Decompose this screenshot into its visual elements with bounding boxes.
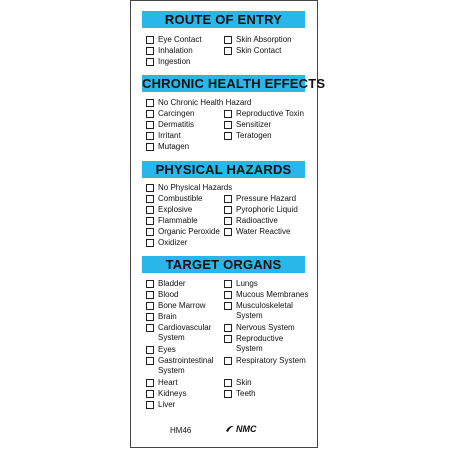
checkbox-item[interactable]: Kidneys: [146, 389, 186, 399]
checkbox-item[interactable]: Pyrophoric Liquid: [224, 205, 298, 215]
checkbox[interactable]: [224, 47, 232, 55]
checkbox[interactable]: [224, 121, 232, 129]
checkbox-item[interactable]: Skin: [224, 378, 252, 388]
checkbox[interactable]: [146, 58, 154, 66]
checkbox-item[interactable]: Carcingen: [146, 109, 194, 119]
checkbox[interactable]: [146, 280, 154, 288]
section-header-target-organs: TARGET ORGANS: [142, 256, 305, 273]
checkbox-item[interactable]: Skin Contact: [224, 46, 281, 56]
section-header-route-of-entry: ROUTE OF ENTRY: [142, 11, 305, 28]
brand-name: NMC: [236, 424, 257, 434]
checkbox-item[interactable]: Brain: [146, 312, 177, 322]
checkbox-item[interactable]: Skin Absorption: [224, 35, 292, 45]
checkbox[interactable]: [146, 357, 154, 365]
checkbox-item[interactable]: Cardiovascular System: [146, 323, 230, 343]
checkbox-item[interactable]: Lungs: [224, 279, 258, 289]
checkbox[interactable]: [146, 313, 154, 321]
checkbox[interactable]: [224, 195, 232, 203]
checkbox[interactable]: [224, 280, 232, 288]
checkbox[interactable]: [146, 47, 154, 55]
checkbox[interactable]: [224, 390, 232, 398]
checkbox-item[interactable]: Radioactive: [224, 216, 278, 226]
checkbox[interactable]: [146, 184, 154, 192]
checkbox[interactable]: [224, 302, 232, 310]
checkbox[interactable]: [146, 143, 154, 151]
section-header-chronic-health-effects: CHRONIC HEALTH EFFECTS: [142, 76, 326, 91]
checkbox[interactable]: [146, 379, 154, 387]
checkbox-item[interactable]: Blood: [146, 290, 178, 300]
checkbox[interactable]: [224, 379, 232, 387]
checkbox-item[interactable]: Gastrointestinal System: [146, 356, 230, 376]
checkbox-item[interactable]: Mutagen: [146, 142, 189, 152]
checkbox[interactable]: [146, 346, 154, 354]
product-code: HM46: [170, 426, 192, 435]
checkbox[interactable]: [146, 121, 154, 129]
checkbox[interactable]: [224, 324, 232, 332]
checkbox[interactable]: [146, 228, 154, 236]
checkbox[interactable]: [224, 291, 232, 299]
checkbox-item[interactable]: Mucous Membranes: [224, 290, 308, 300]
checkbox[interactable]: [224, 110, 232, 118]
checkbox-item[interactable]: Water Reactive: [224, 227, 290, 237]
checkbox[interactable]: [146, 239, 154, 247]
checkbox-item[interactable]: Irritant: [146, 131, 181, 141]
checkbox-item[interactable]: Nervous System: [224, 323, 295, 333]
checkbox-item[interactable]: Combustible: [146, 194, 202, 204]
checkbox[interactable]: [146, 206, 154, 214]
checkbox-item[interactable]: Bone Marrow: [146, 301, 206, 311]
checkbox-item[interactable]: Oxidizer: [146, 238, 187, 248]
checkbox[interactable]: [224, 36, 232, 44]
checkbox[interactable]: [146, 302, 154, 310]
checkbox-item[interactable]: Reproductive System: [224, 334, 308, 354]
checkbox[interactable]: [146, 217, 154, 225]
nmc-logo: [225, 424, 257, 434]
checkbox-item[interactable]: Explosive: [146, 205, 192, 215]
checkbox[interactable]: [146, 291, 154, 299]
checkbox[interactable]: [146, 99, 154, 107]
checkbox-item[interactable]: Eyes: [146, 345, 176, 355]
checkbox-item[interactable]: Dermatitis: [146, 120, 194, 130]
hazard-label-card: [130, 0, 326, 448]
checkbox[interactable]: [146, 132, 154, 140]
checkbox-item[interactable]: Pressure Hazard: [224, 194, 296, 204]
checkbox-item[interactable]: Reproductive Toxin: [224, 109, 304, 119]
checkbox-item[interactable]: No Chronic Health Hazard: [146, 98, 251, 108]
checkbox-item[interactable]: Organic Peroxide: [146, 227, 220, 237]
section-header-physical-hazards: PHYSICAL HAZARDS: [142, 161, 305, 178]
checkbox-item[interactable]: Ingestion: [146, 57, 190, 67]
checkbox[interactable]: [146, 401, 154, 409]
checkbox-item[interactable]: Respiratory System: [224, 356, 308, 366]
checkbox-item[interactable]: Inhalation: [146, 46, 193, 56]
checkbox-item[interactable]: Musculoskeletal System: [224, 301, 308, 321]
checkbox[interactable]: [146, 195, 154, 203]
checkbox-item[interactable]: No Physical Hazards: [146, 183, 232, 193]
checkbox[interactable]: [224, 357, 232, 365]
checkbox-item[interactable]: Bladder: [146, 279, 186, 289]
checkbox[interactable]: [224, 217, 232, 225]
checkbox[interactable]: [224, 206, 232, 214]
checkbox-item[interactable]: Heart: [146, 378, 178, 388]
checkbox-item[interactable]: Sensitizer: [224, 120, 271, 130]
checkbox-item[interactable]: Liver: [146, 400, 175, 410]
checkbox[interactable]: [224, 335, 232, 343]
checkbox-item[interactable]: Teratogen: [224, 131, 272, 141]
nmc-swoosh-icon: [225, 424, 235, 434]
checkbox[interactable]: [146, 36, 154, 44]
checkbox-item[interactable]: Eye Contact: [146, 35, 202, 45]
checkbox[interactable]: [224, 228, 232, 236]
checkbox[interactable]: [146, 324, 154, 332]
checkbox[interactable]: [224, 132, 232, 140]
checkbox-item[interactable]: Flammable: [146, 216, 198, 226]
checkbox-item[interactable]: Teeth: [224, 389, 256, 399]
checkbox[interactable]: [146, 390, 154, 398]
checkbox[interactable]: [146, 110, 154, 118]
